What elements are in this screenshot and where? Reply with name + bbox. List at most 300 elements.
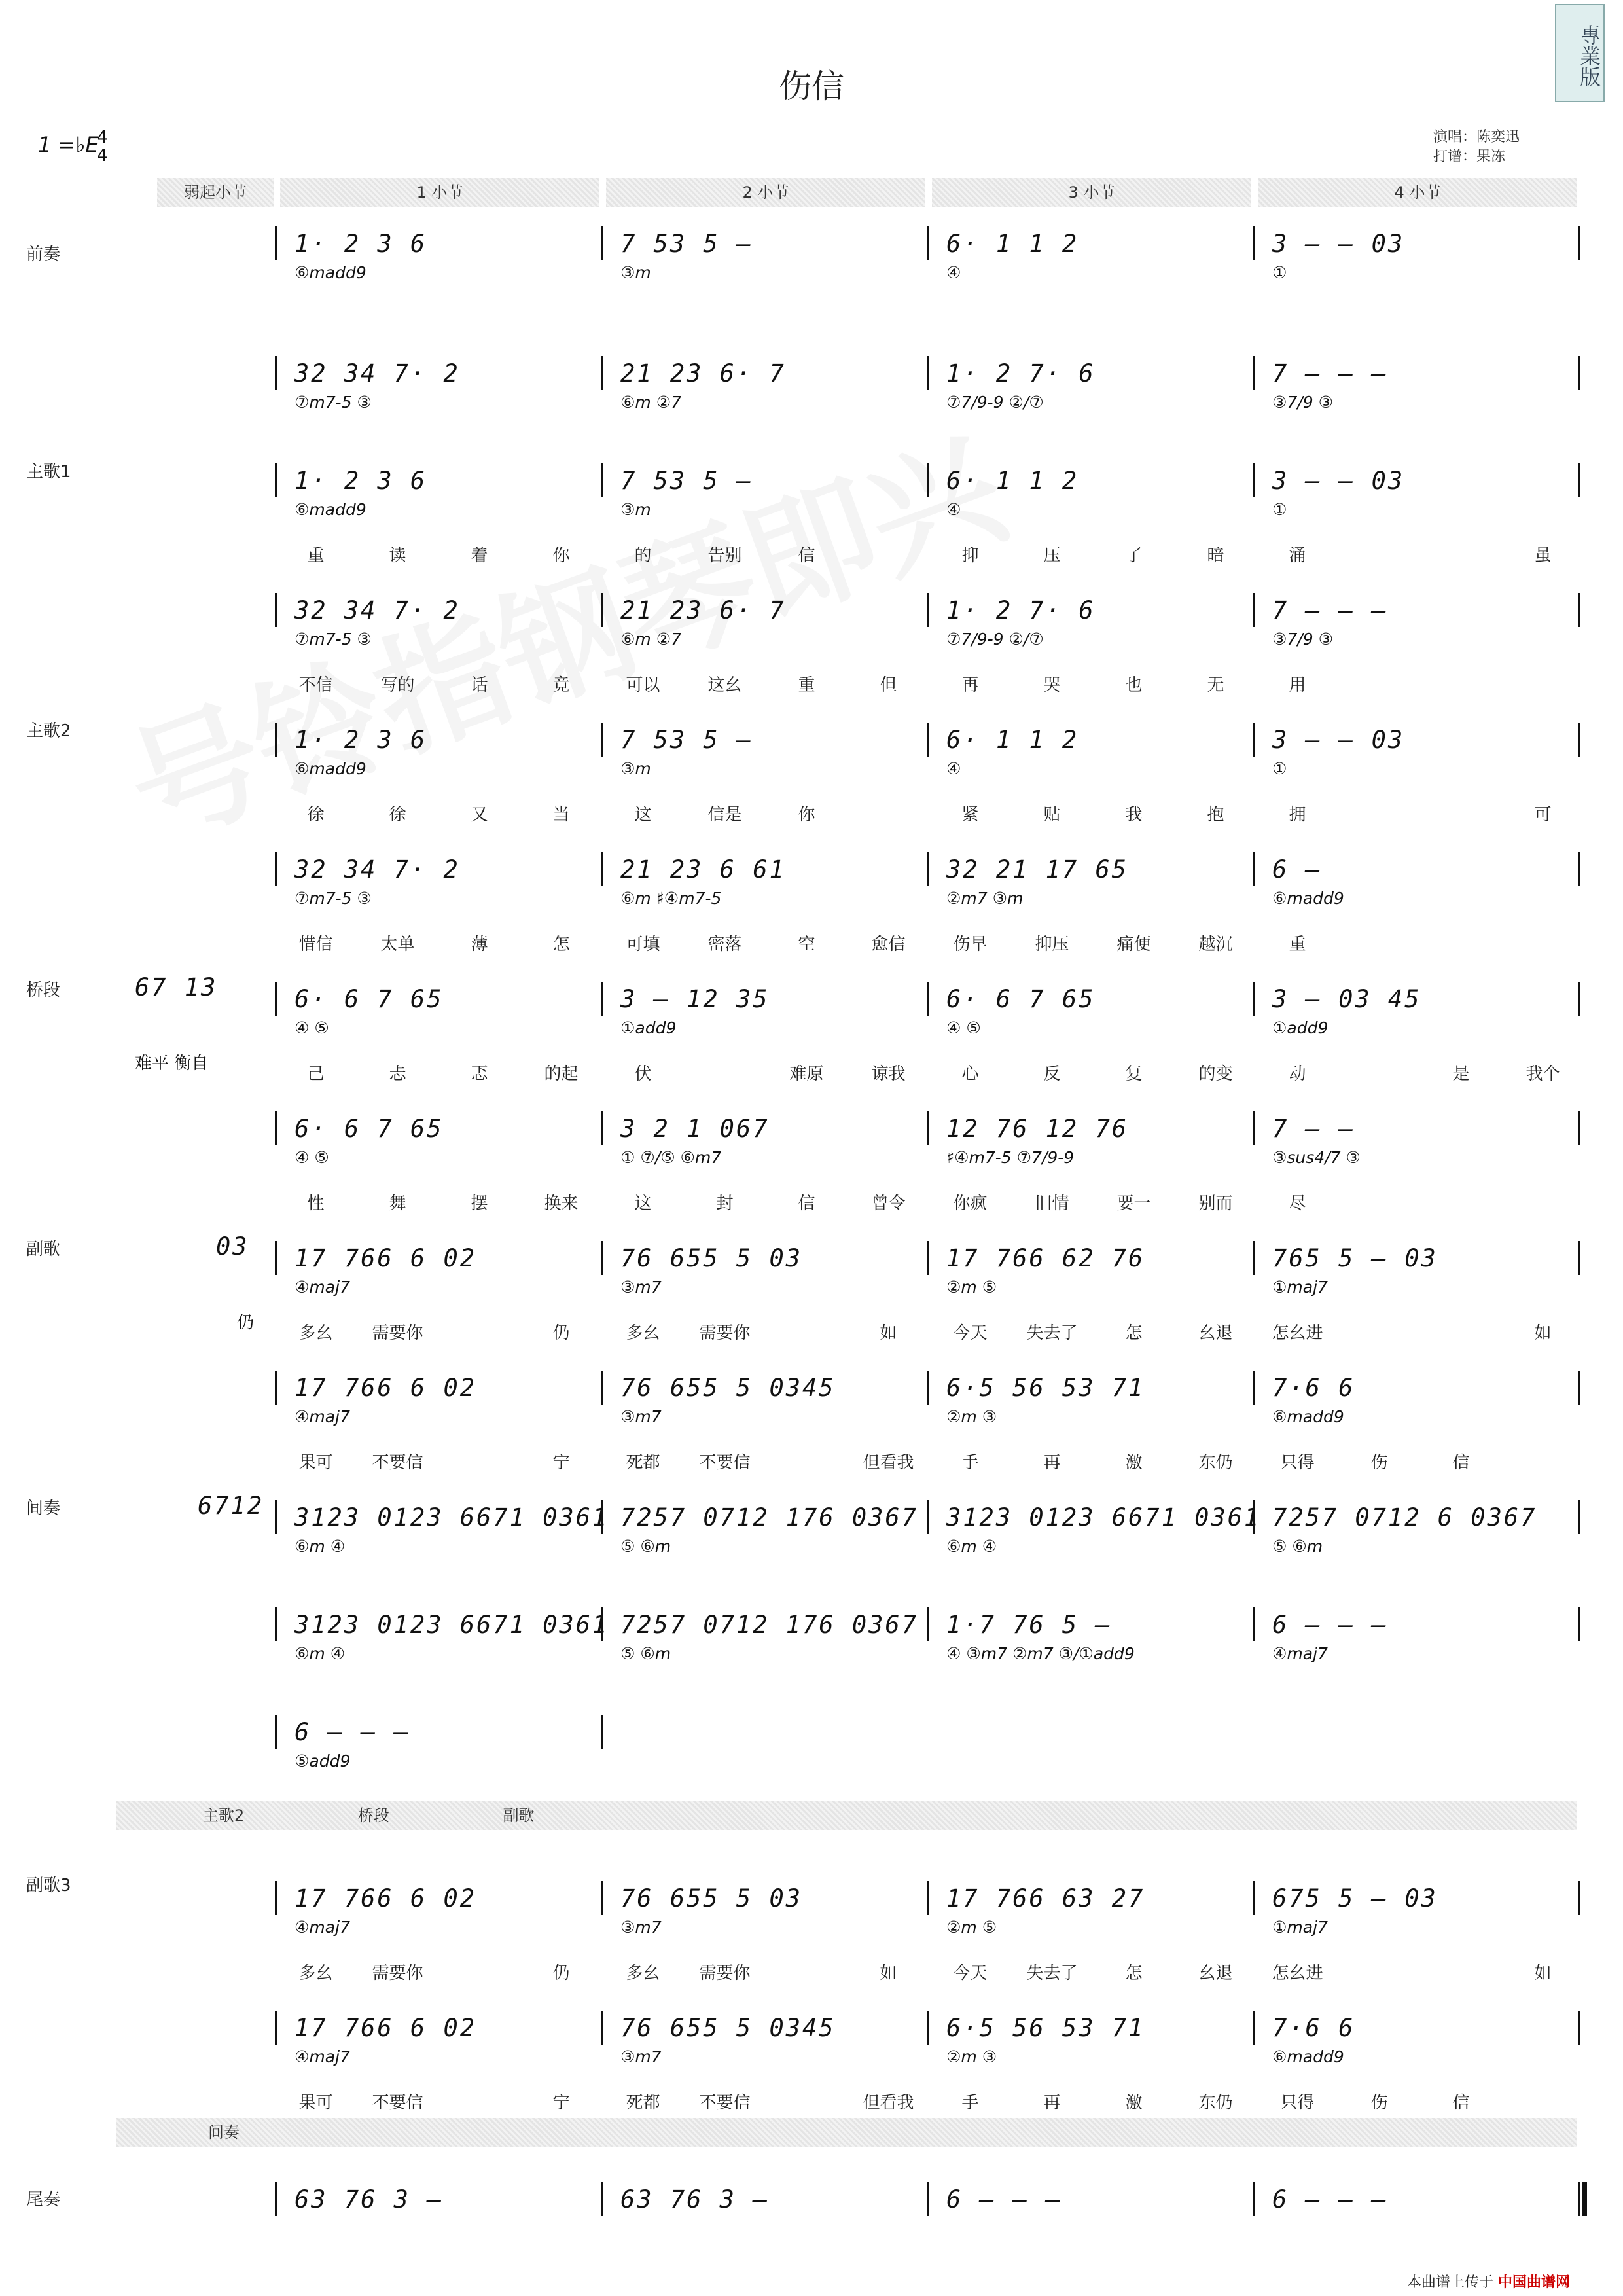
- bar-line: [927, 2011, 929, 2045]
- lyric-word: [438, 1449, 520, 1473]
- lyric-line: [275, 1449, 1584, 1473]
- chord-symbol: ③m7: [620, 1407, 662, 1426]
- lyric-word: [766, 2089, 847, 2113]
- chord-symbol: ⑤ ⑥m: [620, 1644, 671, 1663]
- measure-notes: 3123 0123 6671 0361: [946, 1503, 1261, 1532]
- measure-notes: 12 76 12 76: [946, 1115, 1129, 1143]
- lyric-word: 涌: [1289, 546, 1306, 565]
- lyric-word: [766, 1960, 847, 1984]
- lyric-word: 激: [1125, 2093, 1143, 2113]
- bar-line: [927, 1111, 929, 1145]
- lyric-word: 这: [634, 1194, 652, 1213]
- lyric-word: 重: [307, 546, 325, 565]
- chord-symbol: ④maj7: [1272, 1644, 1328, 1663]
- measure-notes: 7257 0712 176 0367: [620, 1503, 918, 1532]
- lyric-word: 仍: [552, 1964, 570, 1983]
- bar-line: [601, 982, 603, 1016]
- lyric-word: 伤: [1370, 2093, 1388, 2113]
- measure-notes: 6· 6 7 65: [946, 985, 1096, 1013]
- chord-symbol: ⑥m ④: [294, 1644, 346, 1663]
- chord-symbol: ①: [1272, 759, 1287, 778]
- bar-line: [275, 1241, 277, 1275]
- chord-symbol: ⑦7/9-9 ②/⑦: [946, 630, 1044, 649]
- lyric-word: 不要信: [699, 1453, 751, 1473]
- lyric-word: 只得: [1280, 2093, 1315, 2113]
- lyric-word: 仍: [552, 1323, 570, 1343]
- bar-line: [275, 1715, 277, 1749]
- lyric-word: 多幺: [626, 1323, 660, 1343]
- bar-line: [1253, 852, 1255, 886]
- lyric-word: [1502, 931, 1584, 955]
- bar-line: [1578, 1500, 1580, 1534]
- measure-notes: 6· 1 1 2: [946, 726, 1079, 754]
- measure-notes: 3 — 03 45: [1272, 985, 1421, 1013]
- chord-symbol: ⑥madd9: [1272, 1407, 1344, 1426]
- measure-notes: 3 2 1 067: [620, 1115, 770, 1143]
- chord-symbol: ④: [946, 263, 961, 282]
- meter-bottom: 4: [97, 146, 108, 166]
- measure-notes: 7·6 6: [1272, 2014, 1355, 2042]
- lyric-line: [275, 931, 1584, 955]
- chord-symbol: ④ ⑤: [294, 1018, 329, 1037]
- footer: [1407, 2271, 1570, 2291]
- bar-line: [1253, 1881, 1255, 1915]
- lyric-word: 哭: [1043, 675, 1061, 695]
- bar-line: [1578, 723, 1580, 757]
- chord-symbol: ⑦m7-5 ③: [294, 889, 372, 908]
- lyric-word: 需要你: [372, 1964, 423, 1983]
- lyric-word: [438, 1960, 520, 1984]
- measure-notes: 1·7 76 5 —: [946, 1611, 1112, 1639]
- lyric-word: 怎: [1125, 1323, 1143, 1343]
- lyric-word: 忑: [471, 1064, 488, 1084]
- measure-notes: 3 — — 03: [1272, 726, 1405, 754]
- header-bar-4: 4 小节: [1258, 178, 1577, 207]
- lyric-word: [847, 542, 929, 566]
- section-chorus3: 副歌3: [26, 1876, 71, 1895]
- bar-line: [601, 226, 603, 260]
- chord-symbol: ②m ⑤: [946, 1278, 997, 1297]
- lyric-word: 的变: [1198, 1064, 1233, 1084]
- repeat-label-bridge: 桥段: [357, 1806, 389, 1825]
- measure-notes: 17 766 6 02: [294, 1244, 477, 1272]
- chord-symbol: ⑤ ⑥m: [620, 1537, 671, 1556]
- bar-line: [1253, 1371, 1255, 1405]
- measure-notes: 76 655 5 0345: [620, 2014, 836, 2042]
- bridge-pickup-notes: 67 13: [135, 973, 218, 1001]
- measure-notes: 17 766 6 02: [294, 1374, 477, 1402]
- chord-symbol: ⑥m ②7: [620, 393, 682, 412]
- measure-notes: 32 21 17 65: [946, 855, 1129, 884]
- chord-symbol: ④maj7: [294, 1278, 350, 1297]
- lyric-word: [1420, 1960, 1502, 1984]
- measure-notes: 6·5 56 53 71: [946, 2014, 1145, 2042]
- lyric-word: 是: [1452, 1064, 1470, 1084]
- lyric-word: 己: [307, 1064, 325, 1084]
- credits: [1433, 128, 1520, 167]
- lyric-word: [684, 1060, 766, 1085]
- measure-notes: 21 23 6· 7: [620, 596, 786, 624]
- bridge-pickup-lyrics: 难平 衡自: [135, 1054, 209, 1073]
- bar-line: [1578, 463, 1580, 497]
- bar-line: [1578, 593, 1580, 627]
- lyric-word: 信: [798, 546, 815, 565]
- lyric-word: 抑: [961, 546, 979, 565]
- measure-notes: 7 — —: [1272, 1115, 1355, 1143]
- final-bar: [1582, 2182, 1587, 2216]
- header-bar-2: 2 小节: [606, 178, 925, 207]
- bar-line: [927, 1881, 929, 1915]
- lyric-word: 你: [798, 805, 815, 825]
- measure-notes: 6 — — —: [946, 2185, 1062, 2214]
- chord-symbol: ♯④m7-5 ⑦7/9-9: [946, 1148, 1075, 1167]
- lyric-word: 别而: [1198, 1194, 1233, 1213]
- bar-line: [1253, 2011, 1255, 2045]
- bar-line: [275, 1371, 277, 1405]
- measure-notes: 32 34 7· 2: [294, 855, 460, 884]
- section-outro: 尾奏: [26, 2190, 61, 2210]
- pro-badge: 專業版: [1555, 4, 1605, 102]
- bar-line: [927, 593, 929, 627]
- lyric-word: 无: [1207, 675, 1224, 695]
- lyric-word: 不信: [298, 675, 333, 695]
- lyric-word: 多幺: [298, 1323, 333, 1343]
- bar-line: [601, 593, 603, 627]
- chord-symbol: ③sus4/7 ③: [1272, 1148, 1361, 1167]
- lyric-word: 手: [961, 2093, 979, 2113]
- measure-notes: 6 — — —: [1272, 1611, 1388, 1639]
- bar-line: [1253, 463, 1255, 497]
- lyric-word: 可填: [626, 935, 660, 954]
- lyric-word: 重: [1289, 935, 1306, 954]
- lyric-word: 密落: [707, 935, 742, 954]
- measure-notes: 63 76 3 —: [620, 2185, 770, 2214]
- chord-symbol: ①add9: [620, 1018, 677, 1037]
- bar-line: [927, 2182, 929, 2216]
- bar-line: [927, 1500, 929, 1534]
- bar-line: [927, 226, 929, 260]
- lyric-word: 徐: [389, 805, 406, 825]
- lyric-word: [1338, 801, 1420, 825]
- chord-symbol: ②m ③: [946, 2047, 997, 2066]
- lyric-word: 不要信: [699, 2093, 751, 2113]
- lyric-word: 尽: [1289, 1194, 1306, 1213]
- chord-symbol: ②m7 ③m: [946, 889, 1024, 908]
- lyric-word: 也: [1125, 675, 1143, 695]
- header-bar-1: 1 小节: [280, 178, 599, 207]
- chord-symbol: ④: [946, 500, 961, 519]
- bar-line: [1578, 1607, 1580, 1641]
- repeat-label-chorus: 副歌: [503, 1806, 535, 1825]
- tab-credit: 打谱：果冻: [1433, 149, 1506, 165]
- lyric-word: 死都: [626, 1453, 660, 1473]
- lyric-word: 再: [1043, 2093, 1061, 2113]
- lyric-word: [1420, 931, 1502, 955]
- lyric-word: 如: [880, 1323, 897, 1343]
- lyric-word: 了: [1125, 546, 1143, 565]
- bar-line: [1578, 2182, 1580, 2216]
- page-title: 伤信: [779, 67, 844, 105]
- lyric-word: 重: [798, 675, 815, 695]
- lyric-word: 伏: [634, 1064, 652, 1084]
- measure-notes: 1· 2 3 6: [294, 726, 427, 754]
- lyric-word: [1502, 1449, 1584, 1473]
- lyric-word: 空: [798, 935, 815, 954]
- key-signature: 1 =♭E: [38, 132, 99, 157]
- chord-symbol: ⑦m7-5 ③: [294, 630, 372, 649]
- lyric-word: 用: [1289, 675, 1306, 695]
- lyric-word: [766, 1319, 847, 1344]
- lyric-word: 信: [798, 1194, 815, 1213]
- lyric-word: 伤早: [953, 935, 988, 954]
- lyric-word: 怎幺进: [1272, 1323, 1323, 1343]
- chord-symbol: ⑥m ♯④m7-5: [620, 889, 722, 908]
- lyric-word: 虽: [1534, 546, 1552, 565]
- bar-line: [1578, 982, 1580, 1016]
- bar-line: [1578, 852, 1580, 886]
- lyric-word: 如: [1534, 1323, 1552, 1343]
- measure-notes: 6 — — —: [294, 1718, 410, 1746]
- bar-line: [927, 356, 929, 390]
- lyric-word: 这幺: [707, 675, 742, 695]
- lyric-word: 曾令: [871, 1194, 906, 1213]
- lyric-word: 但看我: [863, 2093, 914, 2113]
- measure-notes: 675 5 — 03: [1272, 1884, 1438, 1912]
- header-bar-3: 3 小节: [932, 178, 1251, 207]
- lyric-word: 失去了: [1026, 1964, 1078, 1983]
- section-bridge: 桥段: [26, 980, 61, 1000]
- lyric-word: [1502, 1190, 1584, 1214]
- lyric-word: 需要你: [372, 1323, 423, 1343]
- lyric-word: [1420, 1190, 1502, 1214]
- bar-line: [275, 356, 277, 390]
- lyric-word: 着: [471, 546, 488, 565]
- lyric-word: 今天: [953, 1323, 988, 1343]
- bar-line: [601, 1111, 603, 1145]
- interlude-pickup: 6712: [198, 1492, 264, 1520]
- bar-line: [1578, 1881, 1580, 1915]
- lyric-word: 动: [1289, 1064, 1306, 1084]
- lyric-word: 宁: [552, 2093, 570, 2113]
- lyric-word: 如: [1534, 1964, 1552, 1983]
- lyric-word: 宁: [552, 1453, 570, 1473]
- lyric-word: 又: [471, 805, 488, 825]
- chord-symbol: ④ ⑤: [946, 1018, 981, 1037]
- bar-line: [1253, 982, 1255, 1016]
- lyric-word: 但看我: [863, 1453, 914, 1473]
- lyric-word: 压: [1043, 546, 1061, 565]
- lyric-word: 果可: [298, 2093, 333, 2113]
- lyric-line: [275, 542, 1584, 566]
- bar-line: [275, 1111, 277, 1145]
- lyric-word: 舞: [389, 1194, 406, 1213]
- lyric-word: 今天: [953, 1964, 988, 1983]
- lyric-line: [275, 1060, 1584, 1085]
- measure-notes: 17 766 63 27: [946, 1884, 1145, 1912]
- bar-line: [275, 226, 277, 260]
- lyric-word: 当: [552, 805, 570, 825]
- bar-line: [275, 2011, 277, 2045]
- lyric-word: 我: [1125, 805, 1143, 825]
- measure-notes: 76 655 5 03: [620, 1884, 803, 1912]
- measure-notes: 63 76 3 —: [294, 2185, 444, 2214]
- chord-symbol: ④maj7: [294, 1407, 350, 1426]
- lyric-word: 怎: [552, 935, 570, 954]
- bar-line: [275, 982, 277, 1016]
- chord-symbol: ⑥madd9: [294, 500, 366, 519]
- lyric-word: 怎: [1125, 1964, 1143, 1983]
- lyric-word: [1420, 1319, 1502, 1344]
- chord-symbol: ⑦7/9-9 ②/⑦: [946, 393, 1044, 412]
- chord-symbol: ⑥madd9: [294, 759, 366, 778]
- bar-line: [1578, 356, 1580, 390]
- bar-line: [601, 2182, 603, 2216]
- measure-notes: 3123 0123 6671 0361: [294, 1503, 609, 1532]
- lyric-line: [275, 1319, 1584, 1344]
- lyric-word: 痛便: [1116, 935, 1151, 954]
- measure-notes: 17 766 62 76: [946, 1244, 1145, 1272]
- lyric-word: [438, 2089, 520, 2113]
- lyric-word: 怎幺进: [1272, 1964, 1323, 1983]
- section-chorus: 副歌: [26, 1240, 61, 1259]
- lyric-word: 难原: [789, 1064, 824, 1084]
- chord-symbol: ⑦m7-5 ③: [294, 393, 372, 412]
- lyric-word: 抑压: [1035, 935, 1069, 954]
- section-verse1: 主歌1: [26, 462, 71, 482]
- lyric-word: [1338, 542, 1420, 566]
- chord-symbol: ⑤ ⑥m: [1272, 1537, 1323, 1556]
- lyric-word: 告别: [707, 546, 742, 565]
- measure-notes: 765 5 — 03: [1272, 1244, 1438, 1272]
- lyric-word: 性: [307, 1194, 325, 1213]
- chord-symbol: ①maj7: [1272, 1918, 1328, 1937]
- chord-symbol: ①maj7: [1272, 1278, 1328, 1297]
- chord-symbol: ⑤add9: [294, 1751, 351, 1770]
- lyric-word: 幺退: [1198, 1964, 1233, 1983]
- lyric-word: 信: [1452, 1453, 1470, 1473]
- chord-symbol: ⑥madd9: [1272, 889, 1344, 908]
- repeat-header: [116, 1801, 1577, 1830]
- section-verse2: 主歌2: [26, 721, 71, 741]
- lyric-word: [847, 801, 929, 825]
- lyric-word: 要一: [1116, 1194, 1151, 1213]
- measure-notes: 3 — — 03: [1272, 230, 1405, 258]
- chord-symbol: ③m7: [620, 1278, 662, 1297]
- bar-line: [275, 593, 277, 627]
- lyric-word: 摆: [471, 1194, 488, 1213]
- measure-notes: 1· 2 3 6: [294, 467, 427, 495]
- bar-line: [1578, 2011, 1580, 2045]
- lyric-word: 忐: [389, 1064, 406, 1084]
- measure-notes: 1· 2 3 6: [294, 230, 427, 258]
- measure-notes: 3123 0123 6671 0361: [294, 1611, 609, 1639]
- lyric-word: 再: [1043, 1453, 1061, 1473]
- chord-symbol: ①: [1272, 500, 1287, 519]
- repeat-label-verse2: 主歌2: [203, 1806, 245, 1825]
- lyric-line: [275, 1960, 1584, 1984]
- measure-notes: 3 — 12 35: [620, 985, 770, 1013]
- lyric-word: 如: [880, 1964, 897, 1983]
- bar-line: [927, 1241, 929, 1275]
- lyric-word: 但: [880, 675, 897, 695]
- bar-line: [1253, 723, 1255, 757]
- bar-line: [275, 1881, 277, 1915]
- interlude-header: [116, 2118, 1577, 2147]
- chord-symbol: ③m: [620, 500, 651, 519]
- lyric-word: 这: [634, 805, 652, 825]
- measure-notes: 7 — — —: [1272, 359, 1388, 387]
- measure-notes: 7257 0712 176 0367: [620, 1611, 918, 1639]
- bar-line: [601, 1715, 603, 1749]
- lyric-word: 竟: [552, 675, 570, 695]
- bar-line: [601, 852, 603, 886]
- bar-line: [927, 463, 929, 497]
- bar-line: [601, 2011, 603, 2045]
- lyric-word: 换来: [544, 1194, 579, 1213]
- lyric-word: 的: [634, 546, 652, 565]
- chord-symbol: ④: [946, 759, 961, 778]
- lyric-word: 可: [1534, 805, 1552, 825]
- lyric-word: 徐: [307, 805, 325, 825]
- lyric-word: 多幺: [626, 1964, 660, 1983]
- chord-symbol: ③7/9 ③: [1272, 393, 1334, 412]
- bar-line: [927, 852, 929, 886]
- bar-line: [275, 2182, 277, 2216]
- lyric-word: [438, 1319, 520, 1344]
- lyric-word: [1338, 1190, 1420, 1214]
- lyric-word: 惜信: [298, 935, 333, 954]
- footer-text: 本曲谱上传于: [1407, 2274, 1494, 2291]
- lyric-word: 多幺: [298, 1964, 333, 1983]
- bar-line: [1253, 356, 1255, 390]
- chord-symbol: ④ ③m7 ②m7 ③/①add9: [946, 1644, 1135, 1663]
- lyric-word: 的起: [544, 1064, 579, 1084]
- bar-line: [1253, 2182, 1255, 2216]
- measure-notes: 1· 2 7· 6: [946, 596, 1096, 624]
- lyric-word: [1502, 672, 1584, 696]
- lyric-line: [275, 672, 1584, 696]
- lyric-word: [1338, 931, 1420, 955]
- measure-notes: 76 655 5 0345: [620, 1374, 836, 1402]
- lyric-word: 可以: [626, 675, 660, 695]
- lyric-word: 需要你: [699, 1964, 751, 1983]
- lyric-word: 拥: [1289, 805, 1306, 825]
- measure-notes: 17 766 6 02: [294, 2014, 477, 2042]
- lyric-word: [1338, 1319, 1420, 1344]
- lyric-word: 激: [1125, 1453, 1143, 1473]
- lyric-line: [275, 2089, 1584, 2113]
- time-signature: [97, 128, 108, 165]
- lyric-word: 信是: [707, 805, 742, 825]
- measure-notes: 7 53 5 —: [620, 230, 753, 258]
- lyric-word: 话: [471, 675, 488, 695]
- measure-notes: 7 53 5 —: [620, 467, 753, 495]
- measure-notes: 6· 6 7 65: [294, 985, 444, 1013]
- chord-symbol: ⑥madd9: [1272, 2047, 1344, 2066]
- chord-symbol: ③m7: [620, 2047, 662, 2066]
- bar-line: [1578, 226, 1580, 260]
- chord-symbol: ④maj7: [294, 1918, 350, 1937]
- lyric-word: 东仍: [1198, 2093, 1233, 2113]
- lyric-line: [275, 1190, 1584, 1214]
- section-intro: 前奏: [26, 245, 61, 264]
- bar-line: [601, 1241, 603, 1275]
- bar-line: [275, 1500, 277, 1534]
- lyric-word: 幺退: [1198, 1323, 1233, 1343]
- lyric-word: 我个: [1525, 1064, 1560, 1084]
- chord-symbol: ③7/9 ③: [1272, 630, 1334, 649]
- bar-line: [927, 723, 929, 757]
